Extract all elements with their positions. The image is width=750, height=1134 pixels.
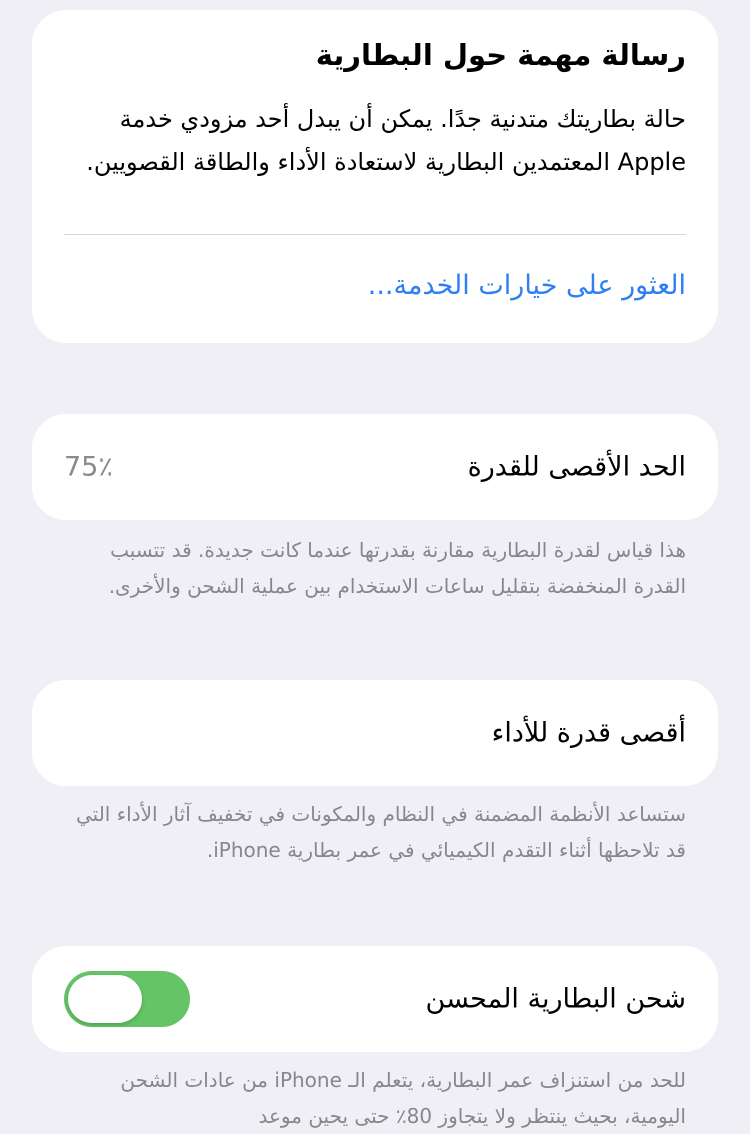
maximum-capacity-footnote: هذا قياس لقدرة البطارية مقارنة بقدرتها عندما كانت جديدة. قد تتسبب القدرة المنخفضة بتقليل ساعات الاستخدام بين عملية الشحن والأخرى. (108, 538, 686, 598)
peak-performance-row (32, 680, 718, 786)
divider (64, 234, 686, 235)
optimized-charging-toggle[interactable] (64, 971, 190, 1027)
maximum-capacity-value: 75٪ (64, 451, 113, 483)
peak-performance-label: أقصى قدرة للأداء (491, 717, 686, 749)
toggle-knob (68, 975, 142, 1023)
battery-message-title: رسالة مهمة حول البطارية (315, 38, 686, 72)
optimized-charging-row (32, 946, 718, 1052)
find-service-options-link[interactable]: العثور على خيارات الخدمة... (367, 270, 686, 301)
maximum-capacity-label: الحد الأقصى للقدرة (467, 451, 686, 483)
battery-message-body: حالة بطاريتك متدنية جدًا. يمكن أن يبدل أحد مزودي خدمة Apple المعتمدين البطارية لاستعادة الأداء والطاقة القصويين. (86, 105, 686, 176)
peak-performance-footnote: ستساعد الأنظمة المضمنة في النظام والمكونات في تخفيف آثار الأداء التي قد تلاحظها أثناء التقدم الكيميائي في عمر بطارية iPhone. (76, 802, 686, 862)
optimized-charging-footnote: للحد من استنزاف عمر البطارية، يتعلم الـ iPhone من عادات الشحن اليومية، بحيث ينتظر ولا يتجاوز 80٪ حتى يحين موعد (120, 1068, 686, 1128)
maximum-capacity-row (32, 414, 718, 520)
optimized-charging-label: شحن البطارية المحسن (425, 983, 686, 1015)
battery-message-card (32, 10, 718, 343)
